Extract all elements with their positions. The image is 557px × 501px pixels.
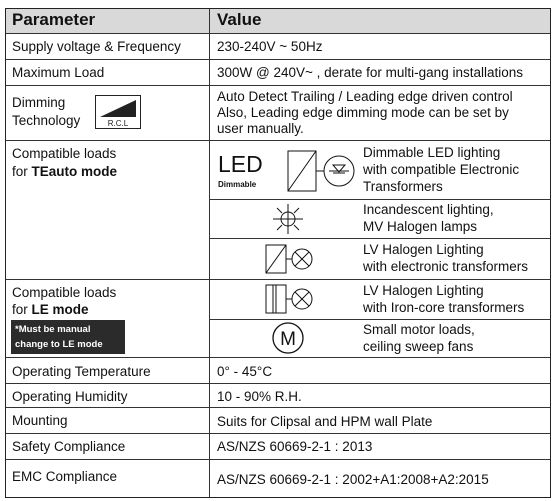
op-temp-value: 0° - 45°C [217,364,273,379]
row-divider [6,85,550,86]
le-item-text: LV Halogen Lighting [363,283,484,298]
dimming-label: Technology [12,113,81,128]
op-humidity-value: 10 - 90% R.H. [217,389,302,404]
le-item-text: ceiling sweep fans [363,339,474,354]
safety-value: AS/NZS 60669-2-1 : 2013 [217,439,373,454]
row-divider [209,238,550,239]
svg-text:LED: LED [218,151,263,177]
row-divider [6,33,550,34]
row-divider [6,279,550,280]
te-item-text: Incandescent lighting, [363,202,494,217]
mounting-value: Suits for Clipsal and HPM wall Plate [217,414,433,429]
te-item-text: LV Halogen Lighting [363,242,484,257]
row-divider [6,407,550,408]
op-humidity-label: Operating Humidity [12,389,128,404]
row-divider [6,59,550,60]
te-item-text: with compatible Electronic [363,162,520,177]
header-value: Value [217,10,262,29]
le-loads-label: for LE mode [12,302,89,317]
electronic-transformer-icon [262,242,318,276]
max-load-value: 300W @ 240V~ , derate for multi-gang installations [217,65,523,80]
row-divider [6,357,550,358]
dimming-label: Dimming [12,95,66,110]
te-item-text: with electronic transformers [363,259,529,274]
te-item-text: Dimmable LED lighting [363,145,501,160]
te-loads-label: Compatible loads [12,146,117,161]
dimming-value: Auto Detect Trailing / Leading edge driven control [217,89,513,104]
row-divider [6,433,550,434]
te-item-text: Transformers [363,179,443,194]
max-load-label: Maximum Load [12,65,105,80]
dimming-value: user manually. [217,121,304,136]
dimming-value: Also, Leading edge dimming mode can be set by [217,105,509,120]
supply-label: Supply voltage & Frequency [12,39,181,54]
manual-mode-note: *Must be manual change to LE mode [11,320,125,354]
svg-text:M: M [280,329,296,350]
emc-value: AS/NZS 60669-2-1 : 2002+A1:2008+A2:2015 [217,472,489,487]
row-divider [6,140,550,141]
mounting-label: Mounting [12,413,68,428]
row-divider [209,319,550,320]
rcl-dimming-icon [95,95,141,129]
row-divider [6,459,550,460]
emc-label: EMC Compliance [12,469,118,484]
spec-table [5,8,551,498]
le-item-text: with Iron-core transformers [363,300,525,315]
header-parameter: Parameter [12,10,96,29]
te-loads-label: for TEauto mode [12,164,118,179]
le-item-text: Small motor loads, [363,322,475,337]
motor-icon [271,321,305,355]
op-temp-label: Operating Temperature [12,364,151,379]
iron-core-transformer-icon [262,282,318,316]
dimmable-led-icon [216,145,356,197]
le-loads-label: Compatible loads [12,285,117,300]
row-divider [6,383,550,384]
rcl-badge-text: R.C.L [107,119,129,128]
safety-label: Safety Compliance [12,439,126,454]
incandescent-lamp-icon [270,202,306,236]
column-divider [209,9,210,497]
svg-text:Dimmable: Dimmable [218,180,257,189]
supply-value: 230-240V ~ 50Hz [217,39,323,54]
row-divider [209,199,550,200]
te-item-text: MV Halogen lamps [363,219,478,234]
